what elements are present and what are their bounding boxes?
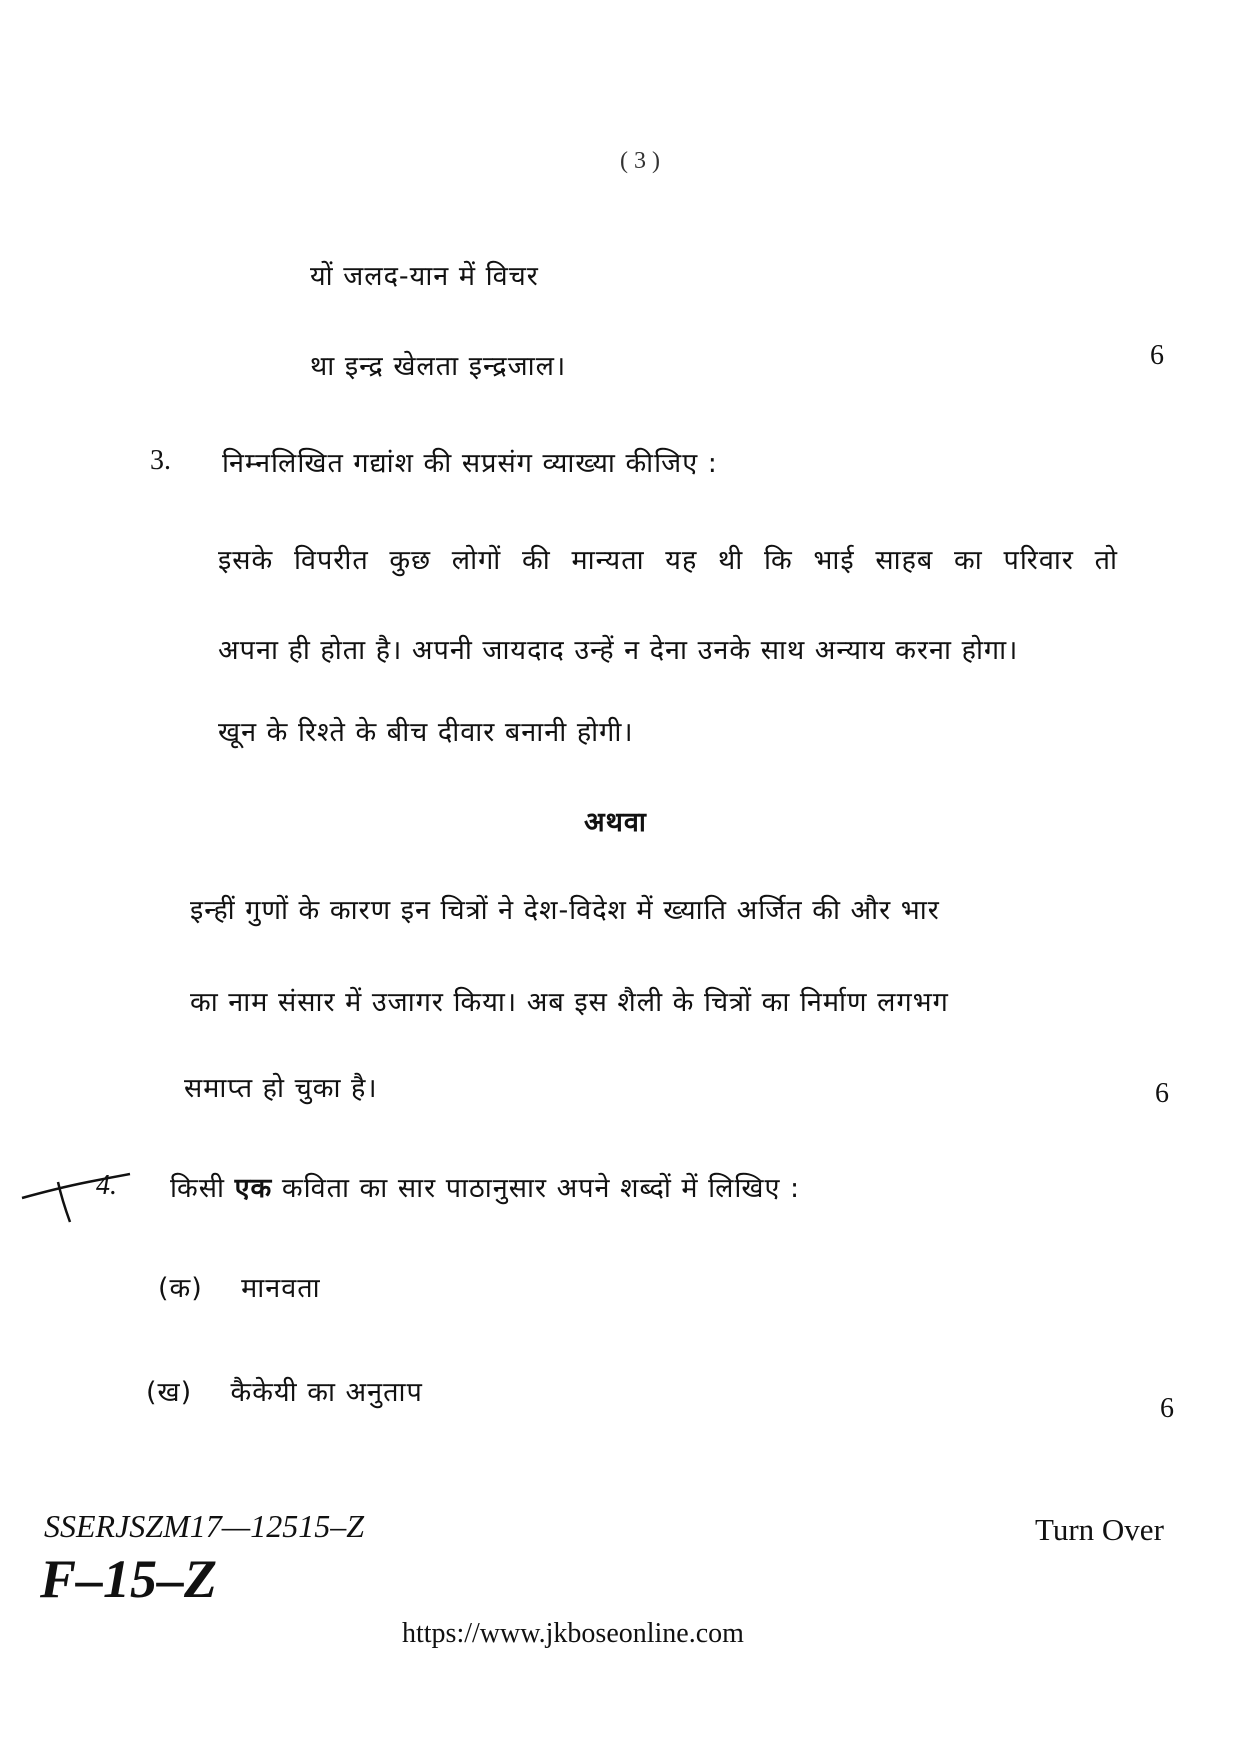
q3-passage-line-3: खून के रिश्ते के बीच दीवार बनानी होगी। [218,717,634,748]
poem-marks: 6 [1150,340,1164,371]
q4-number: 4. [96,1170,117,1201]
q4-option-kha [146,1372,423,1409]
poem-line-1: यों जलद-यान में विचर [310,261,539,292]
q3-number: 3. [150,445,171,476]
poem-line-2: था इन्द्र खेलता इन्द्रजाल। [310,351,567,382]
turn-over-label: Turn Over [1035,1512,1164,1547]
q3-prompt: निम्नलिखित गद्यांश की सप्रसंग व्याख्या कीजिए : [222,448,718,479]
q3-passage-line-2: अपना ही होता है। अपनी जायदाद उन्हें न देना उनके साथ अन्याय करना होगा। [218,635,1019,666]
page-number: ( 3 ) [620,148,660,174]
q3-marks: 6 [1155,1078,1169,1109]
q4-option-ka-text: मानवता [241,1273,321,1304]
q4-marks: 6 [1160,1393,1174,1424]
q4-option-kha-label: (ख) [146,1377,193,1408]
q3-alt-line-1: इन्हीं गुणों के कारण इन चित्रों ने देश-विदेश में ख्याति अर्जित की और भार [190,895,940,926]
q4-prompt-before: किसी [170,1173,225,1204]
q4-prompt [170,1168,800,1205]
q4-option-ka-label: (क) [158,1273,203,1304]
q4-option-kha-text: कैकेयी का अनुताप [230,1377,423,1408]
or-heading: अथवा [584,807,647,838]
q3-alt-line-2: का नाम संसार में उजागर किया। अब इस शैली के चित्रों का निर्माण लगभग [190,987,949,1018]
q4-option-ka [158,1268,321,1305]
q3-passage-line-1: इसके विपरीत कुछ लोगों की मान्यता यह थी कि भाई साहब का परिवार तो [218,545,1118,576]
source-url: https://www.jkboseonline.com [402,1618,744,1649]
paper-code: SSERJSZM17—12515–Z [44,1508,364,1544]
form-code: F–15–Z [40,1549,218,1609]
q4-prompt-after: कविता का सार पाठानुसार अपने शब्दों में लिखिए : [281,1173,801,1204]
q3-alt-line-3: समाप्त हो चुका है। [184,1073,378,1104]
q4-prompt-bold: एक [234,1173,273,1204]
handwritten-tick-mark [18,1160,138,1230]
